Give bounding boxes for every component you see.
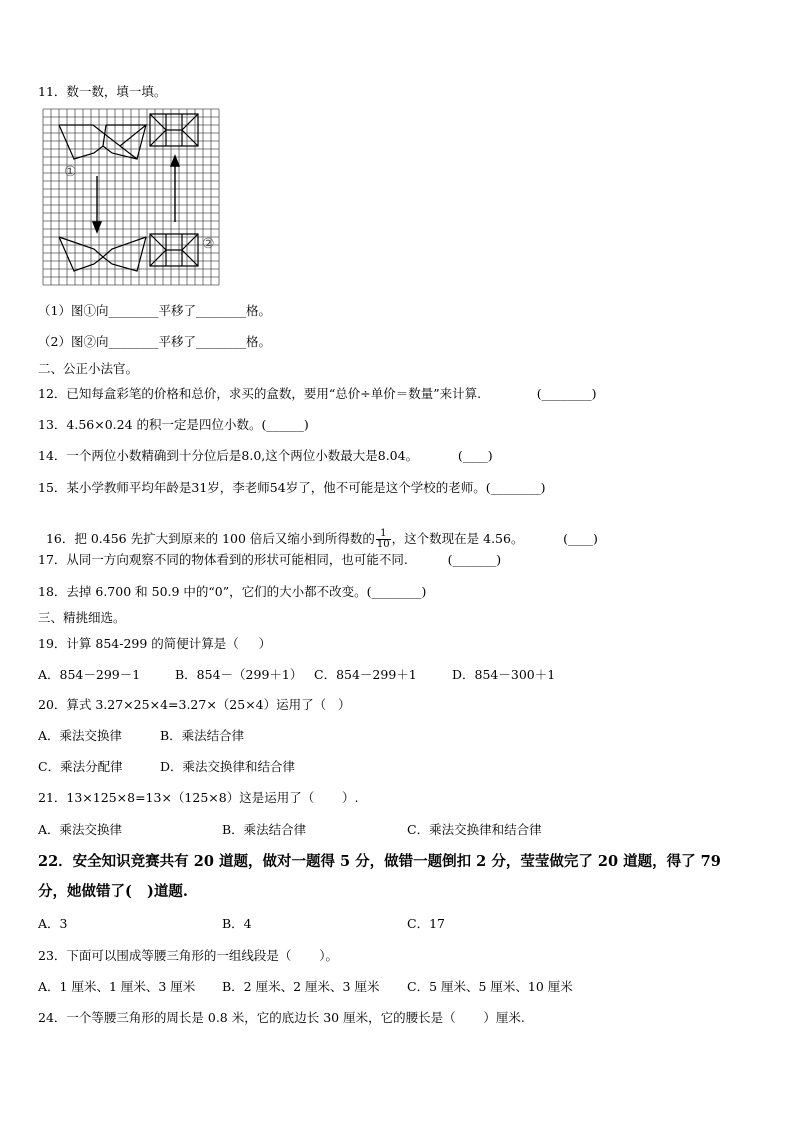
- figure-2-label: ②: [202, 236, 215, 252]
- q19-option-d: D．854－300＋1: [452, 667, 556, 682]
- q17: 17．从同一方向观察不同的物体看到的形状可能相同，也可能不同. (_______): [38, 552, 502, 567]
- q23-option-a: A．1 厘米、1 厘米、3 厘米: [38, 979, 196, 994]
- q22-option-c: C．17: [407, 916, 445, 931]
- q24: 24．一个等腰三角形的周长是 0.8 米，它的底边长 30 厘米，它的腰长是（ ）厘米.: [38, 1010, 525, 1025]
- q19-option-b: B．854－（299＋1）: [175, 667, 303, 682]
- q21-stem: 21．13×125×8=13×（125×8）这是运用了（ ）.: [38, 790, 359, 805]
- q16-after: ，这个数现在是 4.56。 (____): [391, 531, 598, 546]
- q23-option-c: C．5 厘米、5 厘米、10 厘米: [407, 979, 573, 994]
- q16-fraction-num: 1: [376, 529, 391, 540]
- figure-1-label: ①: [64, 164, 77, 180]
- q22-option-a: A．3: [38, 916, 68, 931]
- q19-stem: 19．计算 854-299 的简便计算是（ ）: [38, 636, 272, 651]
- q23-stem: 23．下面可以围成等腰三角形的一组线段是（ ）。: [38, 948, 338, 963]
- figure-1-top: [59, 125, 146, 159]
- q20-option-b: B．乘法结合律: [160, 728, 245, 743]
- q22-stem-line1: 22．安全知识竞赛共有 20 道题，做对一题得 5 分，做错一题倒扣 2 分，莹莹做完了 20 道题，得了 79: [38, 853, 721, 870]
- grid-lines: [43, 109, 219, 285]
- q21-option-a: A．乘法交换律: [38, 822, 123, 837]
- q20-option-d: D．乘法交换律和结合律: [160, 759, 296, 774]
- q11-sub1: （1）图①向________平移了________格。: [38, 303, 271, 318]
- q21-option-c: C．乘法交换律和结合律: [407, 822, 542, 837]
- arrow-down: [93, 176, 101, 232]
- section3-heading: 三、精挑细选。: [38, 610, 126, 625]
- q13: 13．4.56×0.24 的积一定是四位小数。(______): [38, 417, 309, 432]
- figure-1-bottom: [59, 237, 146, 271]
- q11-title: 11．数一数，填一填。: [38, 84, 167, 99]
- q22-stem-line2: 分，她做错了( )道题.: [38, 883, 188, 900]
- q20-stem: 20．算式 3.27×25×4=3.27×（25×4）运用了（ ）: [38, 697, 351, 712]
- section2-heading: 二、公正小法官。: [38, 361, 139, 376]
- q16-fraction: [376, 529, 391, 550]
- q16: [38, 513, 598, 550]
- q21-option-b: B．乘法结合律: [222, 822, 307, 837]
- q15: 15．某小学教师平均年龄是31岁，李老师54岁了，他不可能是这个学校的老师。(________): [38, 480, 546, 495]
- q20-option-a: A．乘法交换律: [38, 728, 123, 743]
- q18: 18．去掉 6.700 和 50.9 中的“0”，它们的大小都不改变。(________): [38, 584, 427, 599]
- translation-grid-figure: [42, 108, 220, 288]
- q12: 12．已知每盒彩笔的价格和总价，求买的盒数，要用“总价÷单价＝数量”来计算. (________): [38, 386, 597, 401]
- q23-option-b: B．2 厘米、2 厘米、3 厘米: [222, 979, 380, 994]
- q11-sub2: （2）图②向________平移了________格。: [38, 334, 271, 349]
- q22-option-b: B．4: [222, 916, 252, 931]
- q16-fraction-den: 10: [376, 539, 390, 550]
- q19-option-a: A．854－299－1: [38, 667, 141, 682]
- grid-svg: [42, 108, 220, 288]
- q20-option-c: C．乘法分配律: [38, 759, 123, 774]
- q19-option-c: C．854－299＋1: [314, 667, 417, 682]
- q14: 14．一个两位小数精确到十分位后是8.0,这个两位小数最大是8.04。 (____): [38, 448, 493, 463]
- q16-before: 16．把 0.456 先扩大到原来的 100 倍后又缩小到所得数的: [45, 531, 375, 546]
